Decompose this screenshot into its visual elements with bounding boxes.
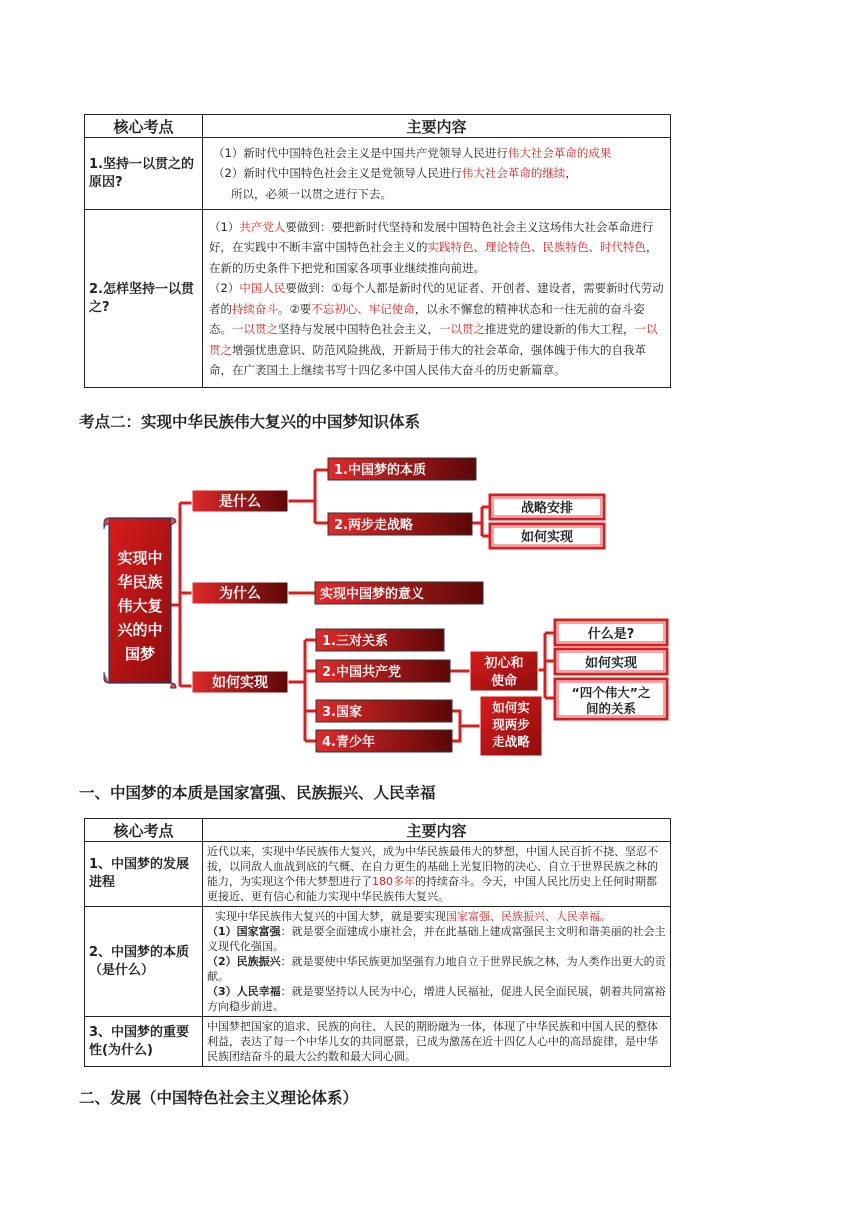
svg-text:如何实现: 如何实现 bbox=[584, 656, 638, 671]
svg-text:如何实现: 如何实现 bbox=[212, 675, 268, 691]
node-why bbox=[192, 582, 288, 604]
node-mission bbox=[470, 651, 538, 691]
scroll-line: 华民族 bbox=[117, 573, 163, 591]
scroll-line: 兴的中 bbox=[117, 621, 163, 639]
key-points-table-1 bbox=[84, 114, 671, 388]
row-key: 1.坚持一以贯之的原因? bbox=[85, 138, 203, 210]
china-dream-mind-map bbox=[100, 445, 680, 760]
svg-text:3.国家: 3.国家 bbox=[322, 705, 362, 720]
node-what-is bbox=[555, 620, 667, 645]
svg-text:4.青少年: 4.青少年 bbox=[322, 735, 375, 750]
svg-text:走战略: 走战略 bbox=[492, 734, 530, 749]
content-paragraph: （2）中国人民要做到：①每个人都是新时代的见证者、开创者、建设者，需要新时代劳动者的持续奋斗。②要不忘初心、牢记使命，以永不懈怠的精神状态和一往无前的奋斗姿态。一以贯之坚持与发展中国特色社会主义，一以贯之推进党的建设新的伟大工程，一以贯之增强忧患意识、防范风险挑战，开新局于伟大的社会革命，强体魄于伟大的自我革命，在广袤国土上继续书写十四亿多中国人民伟大奋斗的历史新篇章。 bbox=[209, 281, 664, 377]
row-content bbox=[203, 210, 671, 388]
node-strategy bbox=[490, 495, 604, 519]
key-points-table-2 bbox=[84, 818, 671, 1067]
node-two-step-realize bbox=[480, 696, 542, 756]
content-paragraph: （1）共产党人要做到：要把新时代坚持和发展中国特色社会主义这场伟大社会革命进行好，在实践中不断丰富中国特色社会主义的实践特色、理论特色、民族特色、时代特色，在新的历史条件下把党和国家各项事业继续推向前进。 bbox=[209, 219, 658, 275]
scroll-line: 国梦 bbox=[124, 645, 156, 663]
header-key-point: 核心考点 bbox=[85, 819, 203, 842]
table-row bbox=[85, 138, 671, 210]
node-what bbox=[192, 490, 288, 512]
svg-text:使命: 使命 bbox=[490, 674, 518, 689]
node-how bbox=[192, 671, 288, 693]
main-title-scroll bbox=[104, 518, 176, 688]
svg-text:1.三对关系: 1.三对关系 bbox=[322, 634, 388, 649]
bullet-item: （2）民族振兴：就是要使中华民族更加坚强有力地自立于世界民族之林，为人类作出更大的贡献。 bbox=[207, 955, 666, 983]
header-main-content: 主要内容 bbox=[203, 819, 671, 842]
svg-text:如何实: 如何实 bbox=[492, 700, 530, 715]
svg-text:现两步: 现两步 bbox=[492, 717, 530, 732]
row-key: 3、中国梦的重要性(为什么) bbox=[85, 1017, 203, 1067]
svg-text:初心和: 初心和 bbox=[484, 656, 524, 671]
node-how-realize-2 bbox=[555, 649, 667, 674]
bullet-item: （1）国家富强：就是要全面建成小康社会，并在此基础上建成富强民主文明和谐美丽的社会主义现代化强国。 bbox=[207, 925, 666, 953]
svg-text:为什么: 为什么 bbox=[219, 586, 261, 602]
node-two-steps bbox=[328, 513, 472, 535]
svg-text:实现中国梦的意义: 实现中国梦的意义 bbox=[320, 587, 425, 602]
scroll-line: 伟大复 bbox=[117, 597, 163, 615]
table-header-row bbox=[85, 115, 671, 138]
node-essence bbox=[328, 458, 476, 480]
section-heading-2: 二、发展（中国特色社会主义理论体系） bbox=[79, 1089, 359, 1107]
node-country bbox=[316, 700, 452, 722]
svg-text:2.中国共产党: 2.中国共产党 bbox=[322, 665, 401, 680]
content-line: （1）新时代中国特色社会主义是中国共产党领导人民进行伟大社会革命的成果 bbox=[213, 145, 612, 160]
svg-text:“四个伟大”之: “四个伟大”之 bbox=[571, 685, 651, 700]
node-four-great bbox=[555, 679, 667, 719]
svg-text:什么是?: 什么是? bbox=[587, 627, 635, 642]
header-key-point: 核心考点 bbox=[85, 115, 203, 138]
svg-text:战略安排: 战略安排 bbox=[520, 501, 574, 516]
svg-text:是什么: 是什么 bbox=[219, 494, 261, 510]
table-row bbox=[85, 842, 671, 907]
svg-text:如何实现: 如何实现 bbox=[520, 530, 574, 545]
svg-text:2.两步走战略: 2.两步走战略 bbox=[334, 518, 413, 533]
header-main-content: 主要内容 bbox=[203, 115, 671, 138]
row-content: 近代以来，实现中华民族伟大复兴，成为中华民族最伟大的梦想，中国人民百折不挠、坚忍不拔，以同敌人血战到底的气概、在自力更生的基础上光复旧物的决心、自立于世界民族之林的能力，为实现这个伟大梦想进行了180多年的持续奋斗。今天，中国人民比历史上任何时期都更接近、更有信心和能力实现中华民族伟大复兴。 bbox=[203, 842, 671, 907]
table-row bbox=[85, 210, 671, 388]
row-key: 1、中国梦的发展进程 bbox=[85, 842, 203, 907]
node-cpc bbox=[316, 660, 450, 682]
section-heading-kd2: 考点二：实现中华民族伟大复兴的中国梦知识体系 bbox=[79, 413, 421, 431]
scroll-line: 实现中 bbox=[117, 549, 163, 567]
svg-text:1.中国梦的本质: 1.中国梦的本质 bbox=[334, 463, 426, 478]
bullet-item: （3）人民幸福：就是要坚持以人民为中心，增进人民福祉，促进人民全面民展，朝着共同富裕方向稳步前进。 bbox=[207, 985, 666, 1013]
node-three-relations bbox=[316, 629, 444, 651]
row-content bbox=[203, 907, 671, 1017]
row-key: 2、中国梦的本质（是什么） bbox=[85, 907, 203, 1017]
svg-text:间的关系: 间的关系 bbox=[585, 701, 637, 716]
table-header-row bbox=[85, 819, 671, 842]
intro-line: 实现中华民族伟大复兴的中国大梦，就是要实现国家富强、民族振兴、人民幸福。 bbox=[215, 910, 611, 923]
row-content bbox=[203, 138, 671, 210]
content-line: （2）新时代中国特色社会主义是党领导人民进行伟大社会革命的继续， bbox=[213, 166, 577, 181]
table-row bbox=[85, 907, 671, 1017]
content-line: 所以，必须一以贯之进行下去。 bbox=[231, 186, 392, 201]
node-youth bbox=[316, 730, 452, 752]
table-row bbox=[85, 1017, 671, 1067]
row-content: 中国梦把国家的追求、民族的向往、人民的期盼融为一体，体现了中华民族和中国人民的整体利益，表达了每一个中华儿女的共同愿景，已成为激荡在近十四亿人心中的高昂旋律，是中华民族团结奋斗的最大公约数和最大同心圆。 bbox=[203, 1017, 671, 1067]
row-key: 2.怎样坚持一以贯之? bbox=[85, 210, 203, 388]
node-significance bbox=[315, 582, 483, 604]
node-how-realize bbox=[490, 524, 604, 548]
section-heading-1: 一、中国梦的本质是国家富强、民族振兴、人民幸福 bbox=[79, 784, 436, 802]
